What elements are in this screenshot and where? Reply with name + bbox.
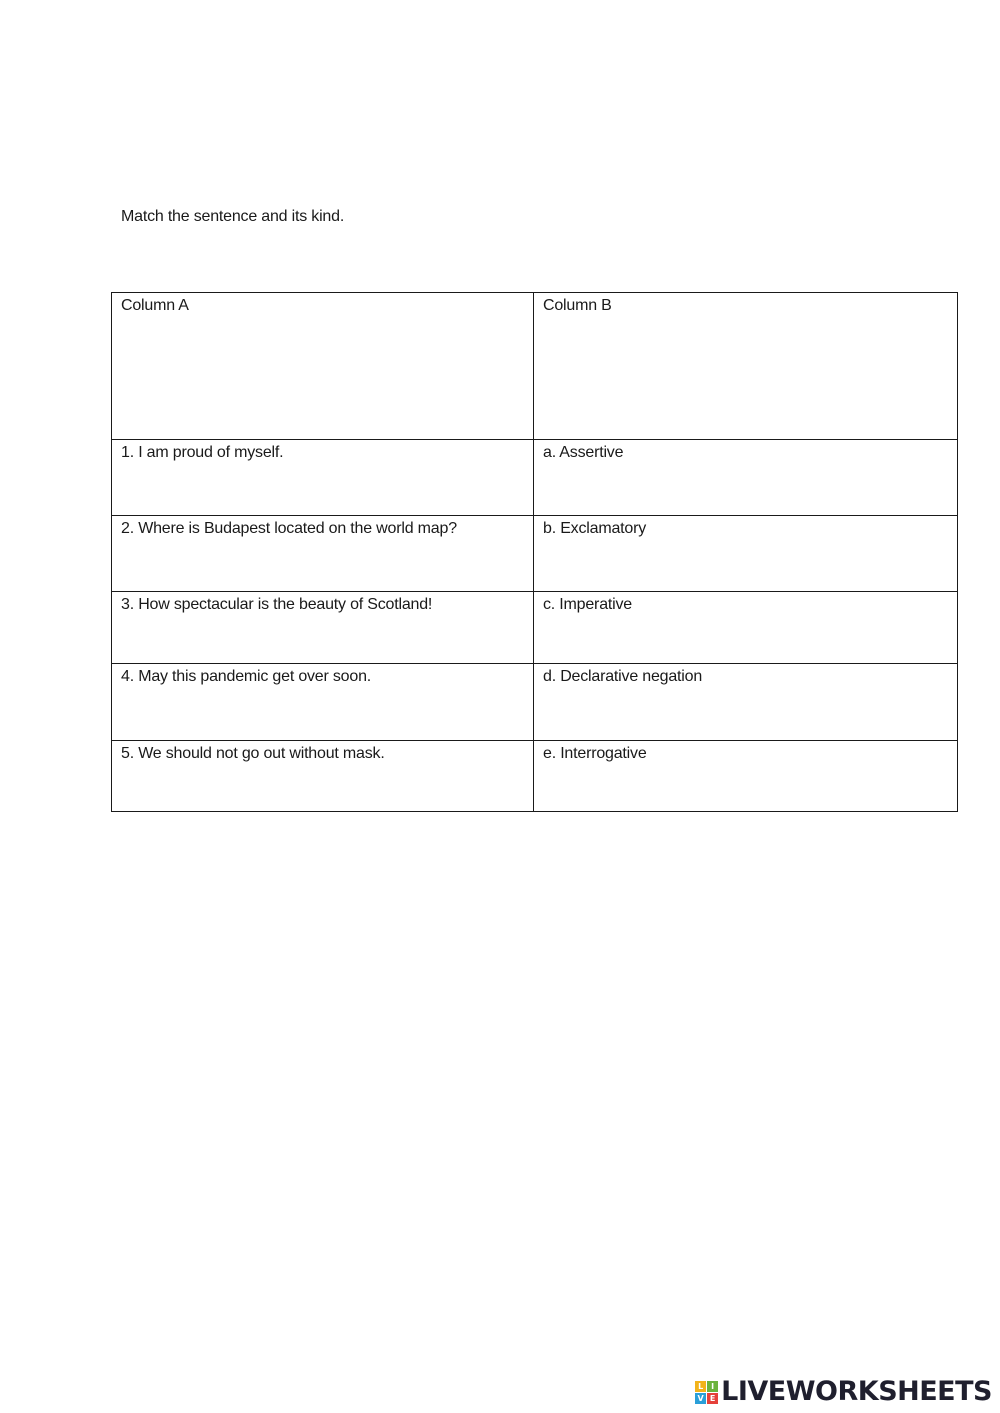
sentence-cell: 3. How spectacular is the beauty of Scotland! [112, 592, 534, 664]
logo-tile: L [695, 1381, 706, 1392]
sentence-cell: 4. May this pandemic get over soon. [112, 664, 534, 741]
table-row [112, 741, 958, 812]
logo-tile: V [695, 1393, 706, 1404]
kind-cell: e. Interrogative [534, 741, 958, 812]
matching-table [111, 292, 958, 812]
table-row [112, 516, 958, 592]
liveworksheets-logo-icon [695, 1381, 718, 1404]
column-b-header: Column B [534, 293, 958, 440]
table-row [112, 592, 958, 664]
sentence-cell: 1. I am proud of myself. [112, 440, 534, 516]
logo-tile: E [707, 1393, 718, 1404]
kind-cell: c. Imperative [534, 592, 958, 664]
table-row [112, 664, 958, 741]
logo-tile: I [707, 1381, 718, 1392]
brand-name: LIVEWORKSHEETS [721, 1376, 992, 1407]
sentence-cell: 5. We should not go out without mask. [112, 741, 534, 812]
kind-cell: a. Assertive [534, 440, 958, 516]
table-header-row [112, 293, 958, 440]
kind-cell: b. Exclamatory [534, 516, 958, 592]
kind-cell: d. Declarative negation [534, 664, 958, 741]
sentence-cell: 2. Where is Budapest located on the world map? [112, 516, 534, 592]
column-a-header: Column A [112, 293, 534, 440]
table-row [112, 440, 958, 516]
liveworksheets-branding[interactable] [695, 1377, 992, 1407]
instruction-text: Match the sentence and its kind. [121, 208, 345, 225]
